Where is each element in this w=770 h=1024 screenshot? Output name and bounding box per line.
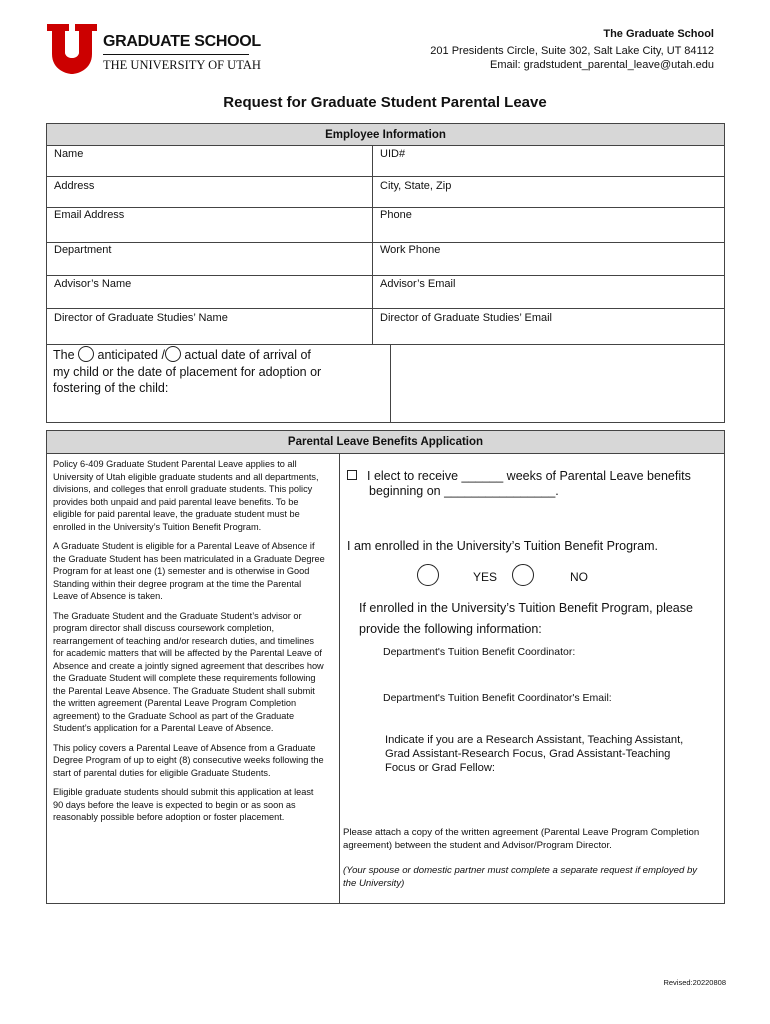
- uid-field[interactable]: UID#: [380, 148, 406, 160]
- name-field[interactable]: Name: [54, 148, 84, 160]
- dgs-name-field[interactable]: Director of Graduate Studies’ Name: [54, 312, 228, 324]
- attach-agreement-text-1: Please attach a copy of the written agreement (Parental Leave Program Completion: [343, 827, 700, 838]
- logo-divider: [103, 54, 249, 55]
- attach-agreement-text-2: agreement) between the student and Advisor/Program Director.: [343, 840, 612, 851]
- actual-radio[interactable]: [165, 346, 181, 362]
- university-u-logo: [47, 24, 97, 74]
- policy-text: [53, 458, 325, 831]
- if-enrolled-text-2: provide the following information:: [359, 622, 542, 636]
- office-address: 201 Presidents Circle, Suite 302, Salt Lake City, UT 84112: [430, 45, 714, 57]
- city-state-zip-field[interactable]: City, State, Zip: [380, 180, 452, 192]
- advisor-email-field[interactable]: Advisor’s Email: [380, 278, 456, 290]
- coordinator-field[interactable]: Department's Tuition Benefit Coordinator:: [383, 646, 576, 658]
- elect-begin-date[interactable]: beginning on ________________.: [369, 484, 559, 498]
- policy-paragraph: This policy covers a Parental Leave of Absence from a Graduate Degree Program of up to eight (8) consecutive weeks following the start of parental duties for eligible Graduate Students.: [53, 742, 324, 778]
- advisor-name-field[interactable]: Advisor’s Name: [54, 278, 132, 290]
- indicate-role-text-1: Indicate if you are a Research Assistant, Teaching Assistant,: [385, 734, 684, 746]
- indicate-role-text-2: Grad Assistant-Research Focus, Grad Assistant-Teaching: [385, 748, 671, 760]
- policy-paragraph: Eligible graduate students should submit this application at least 90 days before the leave is expected to begin or as soon as reasonably possible before adoption or foster placement.: [53, 787, 314, 822]
- dgs-email-field[interactable]: Director of Graduate Studies’ Email: [380, 312, 552, 324]
- arrival-date-question: The anticipated / actual date of arrival of my child or the date of placement for adoption or fostering of the child:: [53, 348, 322, 395]
- spouse-note-1: (Your spouse or domestic partner must complete a separate request if employed by: [343, 865, 698, 876]
- spouse-note-2: the University): [343, 878, 405, 889]
- policy-paragraph: Policy 6-409 Graduate Student Parental Leave applies to all University of Utah eligible graduate students and all departments, divisions, and colleges that enroll graduate students. This policy provides both unpaid and paid parental leave benefits. To be eligible for paid parental leave, the graduate student must be enrolled in the University’s Tuition Benefit Program.: [53, 459, 319, 532]
- tuition-benefit-question: I am enrolled in the University’s Tuition Benefit Program.: [347, 539, 659, 553]
- logo-text-university: THE UNIVERSITY OF UTAH: [103, 58, 261, 72]
- phone-field[interactable]: Phone: [380, 209, 412, 221]
- policy-paragraph: The Graduate Student and the Graduate Student’s advisor or program director shall discuss coursework completion, rearrangement of teaching and/or research duties, and timelines for academic matters that will be affected by the Parental Leave of Absence and create a jointly signed agreement that describes how the Graduate Student will complete these requirements following the Parental Leave Absence. The Graduate Student shall submit the written agreement (Parental Leave Program Completion agreement) to the Graduate School as part of the Graduate Student’s application for a Parental Leave of Absence.: [53, 610, 324, 733]
- office-email: Email: gradstudent_parental_leave@utah.edu: [490, 59, 714, 71]
- yes-label: YES: [473, 570, 498, 584]
- revised-date: Revised:20220808: [663, 978, 726, 987]
- no-label: NO: [570, 570, 588, 584]
- yes-radio[interactable]: [417, 564, 439, 586]
- employee-info-heading: Employee Information: [47, 124, 724, 146]
- policy-paragraph: A Graduate Student is eligible for a Parental Leave of Absence if the Graduate Student has been matriculated in a Graduate Degree Program for at least one (1) semester and is otherwise in Good Standing within their degree program at the time the Parental Leave of Absence is taken.: [53, 541, 325, 601]
- elect-checkbox[interactable]: [347, 470, 357, 480]
- logo-text-graduate-school: GRADUATE SCHOOL: [103, 33, 261, 50]
- department-field[interactable]: Department: [54, 244, 112, 256]
- email-field[interactable]: Email Address: [54, 209, 125, 221]
- page-title: Request for Graduate Student Parental Leave: [223, 94, 547, 111]
- address-field[interactable]: Address: [54, 180, 95, 192]
- no-radio[interactable]: [512, 564, 534, 586]
- indicate-role-field[interactable]: Focus or Grad Fellow:: [385, 762, 496, 774]
- benefits-heading: Parental Leave Benefits Application: [47, 431, 724, 454]
- work-phone-field[interactable]: Work Phone: [380, 244, 441, 256]
- elect-weeks-option[interactable]: I elect to receive ______ weeks of Parental Leave benefits: [347, 468, 691, 484]
- office-name: The Graduate School: [603, 28, 714, 40]
- arrival-date-field[interactable]: [391, 345, 724, 422]
- coordinator-email-field[interactable]: Department's Tuition Benefit Coordinator's Email:: [383, 692, 612, 704]
- anticipated-radio[interactable]: [78, 346, 94, 362]
- if-enrolled-text-1: If enrolled in the University’s Tuition Benefit Program, please: [359, 601, 693, 615]
